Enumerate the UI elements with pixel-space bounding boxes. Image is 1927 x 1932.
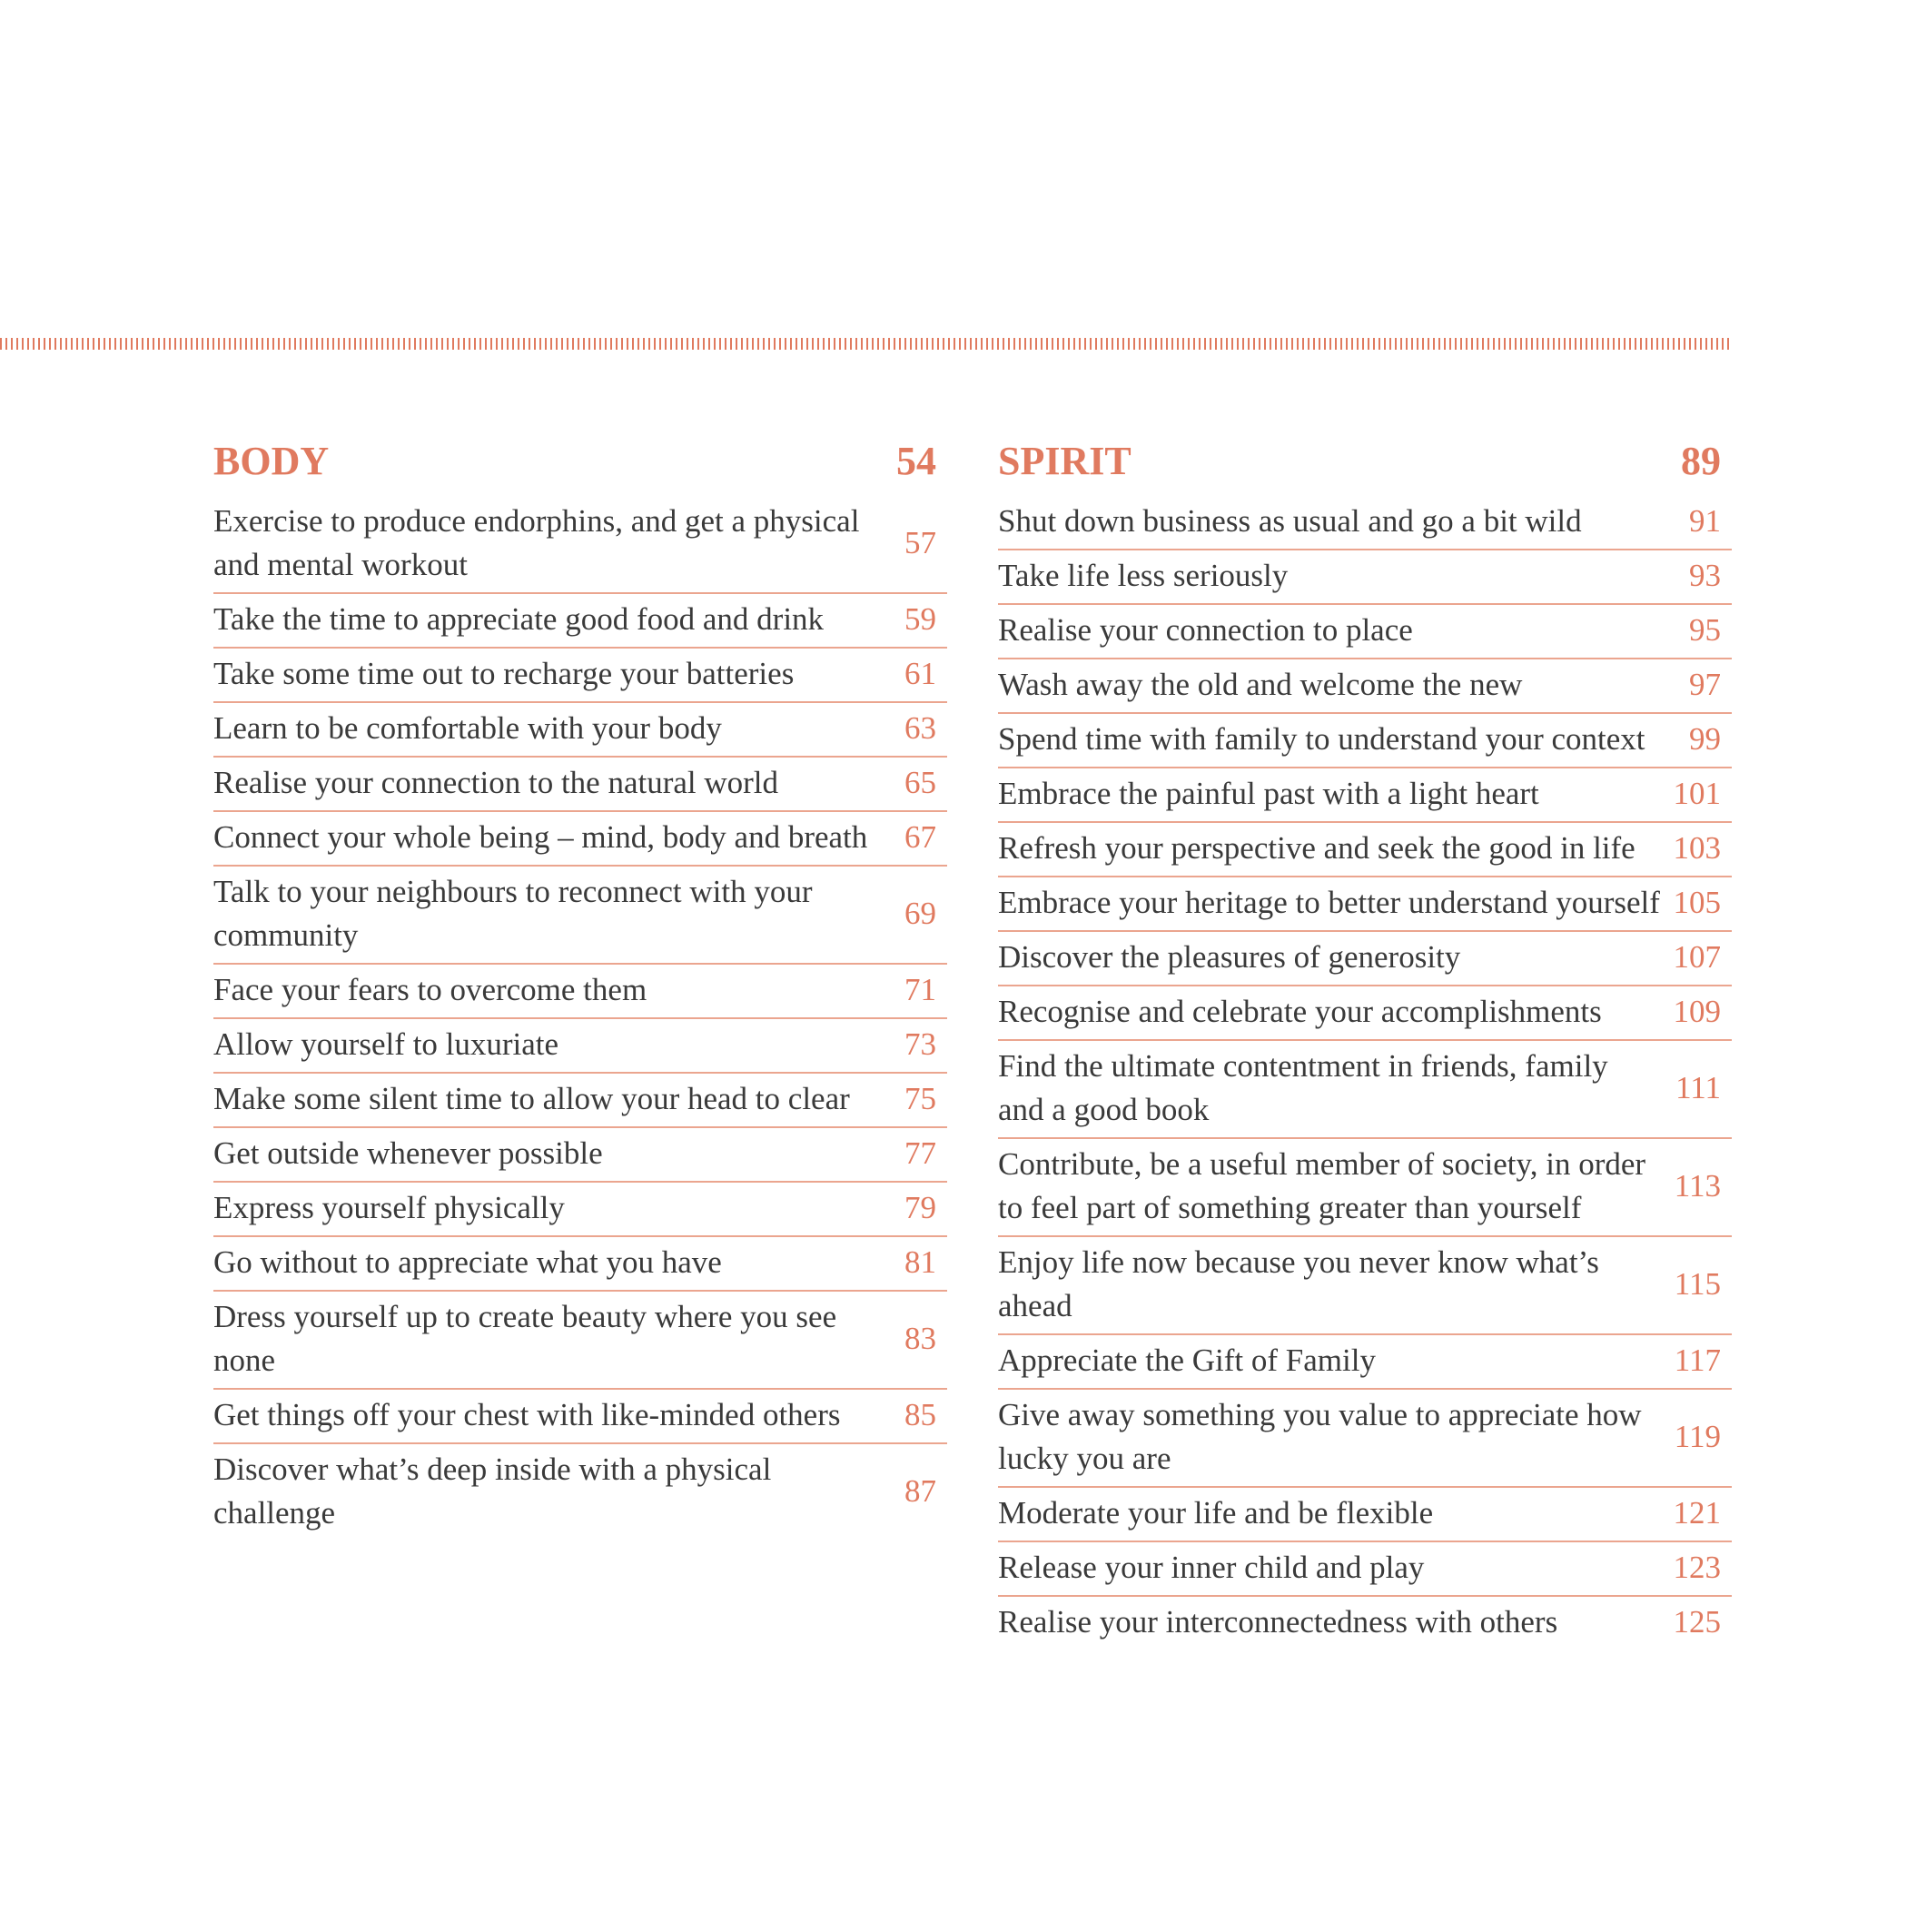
toc-entry-page-number: 99 — [1689, 721, 1721, 757]
toc-entry — [213, 703, 947, 758]
toc-entry — [998, 768, 1732, 823]
toc-entry — [213, 1292, 947, 1390]
toc-entry — [998, 986, 1732, 1041]
toc-entry — [998, 1390, 1732, 1488]
toc-entry-title: Learn to be comfortable with your body — [213, 710, 722, 746]
toc-entry — [998, 1597, 1732, 1650]
toc-entry-page-number: 65 — [904, 765, 936, 800]
spirit-entry-list — [998, 496, 1732, 1650]
toc-entry-title: Express yourself physically — [213, 1190, 565, 1225]
toc-entry-title: Recognise and celebrate your accomplishments — [998, 994, 1602, 1029]
toc-entry-page-number: 85 — [904, 1397, 936, 1432]
toc-entry-title: Embrace your heritage to better understand yourself — [998, 885, 1660, 920]
toc-entry-title: Take the time to appreciate good food and drink — [213, 601, 825, 637]
toc-entry-title: Enjoy life now because you never know what’s ahead — [998, 1244, 1599, 1323]
toc-entry-title: Make some silent time to allow your head to clear — [213, 1081, 850, 1116]
toc-entry-title: Refresh your perspective and seek the good in life — [998, 830, 1635, 866]
toc-entry-page-number: 107 — [1673, 939, 1721, 975]
body-section-page: 54 — [896, 439, 936, 483]
spirit-section-title: SPIRIT — [998, 439, 1131, 483]
toc-entry — [213, 1237, 947, 1292]
toc-entry-title: Release your inner child and play — [998, 1550, 1425, 1585]
toc-entry-page-number: 59 — [904, 601, 936, 637]
toc-entry-page-number: 75 — [904, 1081, 936, 1116]
toc-entry-title: Get outside whenever possible — [213, 1135, 603, 1171]
toc-entry-title: Find the ultimate contentment in friends, family and a good book — [998, 1048, 1608, 1127]
toc-entry-page-number: 87 — [904, 1473, 936, 1509]
decorative-hatch-rule — [0, 338, 1730, 350]
body-section — [213, 434, 947, 1541]
toc-entry — [998, 496, 1732, 550]
toc-entry-title: Talk to your neighbours to reconnect with your community — [213, 874, 813, 953]
toc-entry-title: Dress yourself up to create beauty where you see none — [213, 1299, 837, 1378]
toc-entry-page-number: 57 — [904, 525, 936, 560]
body-section-title: BODY — [213, 439, 330, 483]
toc-entry-page-number: 97 — [1689, 667, 1721, 702]
spirit-section-header — [998, 434, 1732, 489]
toc-entry — [213, 1444, 947, 1541]
toc-entry — [998, 1335, 1732, 1390]
toc-entry — [998, 1139, 1732, 1237]
toc-entry-page-number: 113 — [1674, 1168, 1721, 1204]
toc-entry — [998, 1041, 1732, 1139]
toc-entry — [998, 605, 1732, 659]
toc-entry-page-number: 101 — [1673, 776, 1721, 811]
toc-entry-title: Contribute, be a useful member of society, in order to feel part of something greater than yourself — [998, 1146, 1646, 1225]
toc-entry-page-number: 119 — [1674, 1419, 1721, 1454]
toc-entry-page-number: 95 — [1689, 612, 1721, 648]
toc-entry-page-number: 115 — [1674, 1266, 1721, 1302]
toc-entry — [998, 714, 1732, 768]
toc-entry-title: Face your fears to overcome them — [213, 972, 647, 1007]
toc-entry-page-number: 111 — [1675, 1070, 1721, 1105]
toc-entry-title: Go without to appreciate what you have — [213, 1244, 722, 1280]
toc-entry — [213, 1390, 947, 1444]
toc-entry-title: Get things off your chest with like-minded others — [213, 1397, 841, 1432]
toc-entry-page-number: 67 — [904, 819, 936, 855]
toc-entry-page-number: 93 — [1689, 558, 1721, 593]
toc-entry-title: Appreciate the Gift of Family — [998, 1342, 1376, 1378]
toc-entry-page-number: 83 — [904, 1321, 936, 1356]
toc-entry-page-number: 103 — [1673, 830, 1721, 866]
toc-entry-page-number: 61 — [904, 656, 936, 691]
toc-entry-title: Exercise to produce endorphins, and get a physical and mental workout — [213, 503, 860, 582]
toc-entry-page-number: 79 — [904, 1190, 936, 1225]
toc-entry-title: Moderate your life and be flexible — [998, 1495, 1434, 1531]
toc-entry-page-number: 73 — [904, 1026, 936, 1062]
toc-entry — [213, 758, 947, 812]
toc-entry — [998, 823, 1732, 877]
toc-entry — [213, 649, 947, 703]
toc-entry-page-number: 117 — [1674, 1342, 1721, 1378]
toc-entry-title: Connect your whole being – mind, body and breath — [213, 819, 868, 855]
spirit-section-page: 89 — [1681, 439, 1721, 483]
toc-entry-title: Take life less seriously — [998, 558, 1289, 593]
toc-entry — [998, 550, 1732, 605]
toc-entry — [998, 877, 1732, 932]
toc-entry-page-number: 125 — [1673, 1604, 1721, 1640]
toc-entry — [998, 1542, 1732, 1597]
toc-entry — [213, 496, 947, 594]
toc-entry-title: Realise your connection to the natural world — [213, 765, 779, 800]
toc-entry-page-number: 77 — [904, 1135, 936, 1171]
toc-entry — [998, 1488, 1732, 1542]
toc-entry-page-number: 123 — [1673, 1550, 1721, 1585]
toc-entry — [998, 932, 1732, 986]
toc-entry-title: Embrace the painful past with a light heart — [998, 776, 1539, 811]
toc-entry-title: Take some time out to recharge your batteries — [213, 656, 795, 691]
toc-entry-title: Discover what’s deep inside with a physical challenge — [213, 1451, 772, 1531]
toc-entry-page-number: 63 — [904, 710, 936, 746]
toc-entry-title: Give away something you value to appreciate how lucky you are — [998, 1397, 1642, 1476]
toc-entry — [998, 659, 1732, 714]
toc-entry-page-number: 105 — [1673, 885, 1721, 920]
toc-entry-title: Wash away the old and welcome the new — [998, 667, 1523, 702]
toc-entry — [213, 812, 947, 867]
body-section-header — [213, 434, 947, 489]
toc-entry-title: Discover the pleasures of generosity — [998, 939, 1461, 975]
toc-entry-page-number: 121 — [1673, 1495, 1721, 1531]
toc-entry-page-number: 69 — [904, 896, 936, 931]
toc-entry-page-number: 109 — [1673, 994, 1721, 1029]
toc-entry — [213, 1128, 947, 1183]
toc-entry — [213, 867, 947, 965]
toc-entry-page-number: 71 — [904, 972, 936, 1007]
toc-entry-title: Realise your connection to place — [998, 612, 1413, 648]
toc-entry — [213, 1019, 947, 1074]
toc-entry-page-number: 81 — [904, 1244, 936, 1280]
spirit-section — [998, 434, 1732, 1650]
toc-entry — [213, 1183, 947, 1237]
toc-entry-page-number: 91 — [1689, 503, 1721, 539]
toc-entry-title: Spend time with family to understand your context — [998, 721, 1645, 757]
body-entry-list — [213, 496, 947, 1541]
toc-entry — [998, 1237, 1732, 1335]
toc-entry-title: Realise your interconnectedness with others — [998, 1604, 1558, 1640]
toc-entry — [213, 594, 947, 649]
toc-entry — [213, 965, 947, 1019]
toc-entry — [213, 1074, 947, 1128]
toc-entry-title: Allow yourself to luxuriate — [213, 1026, 559, 1062]
toc-entry-title: Shut down business as usual and go a bit wild — [998, 503, 1582, 539]
